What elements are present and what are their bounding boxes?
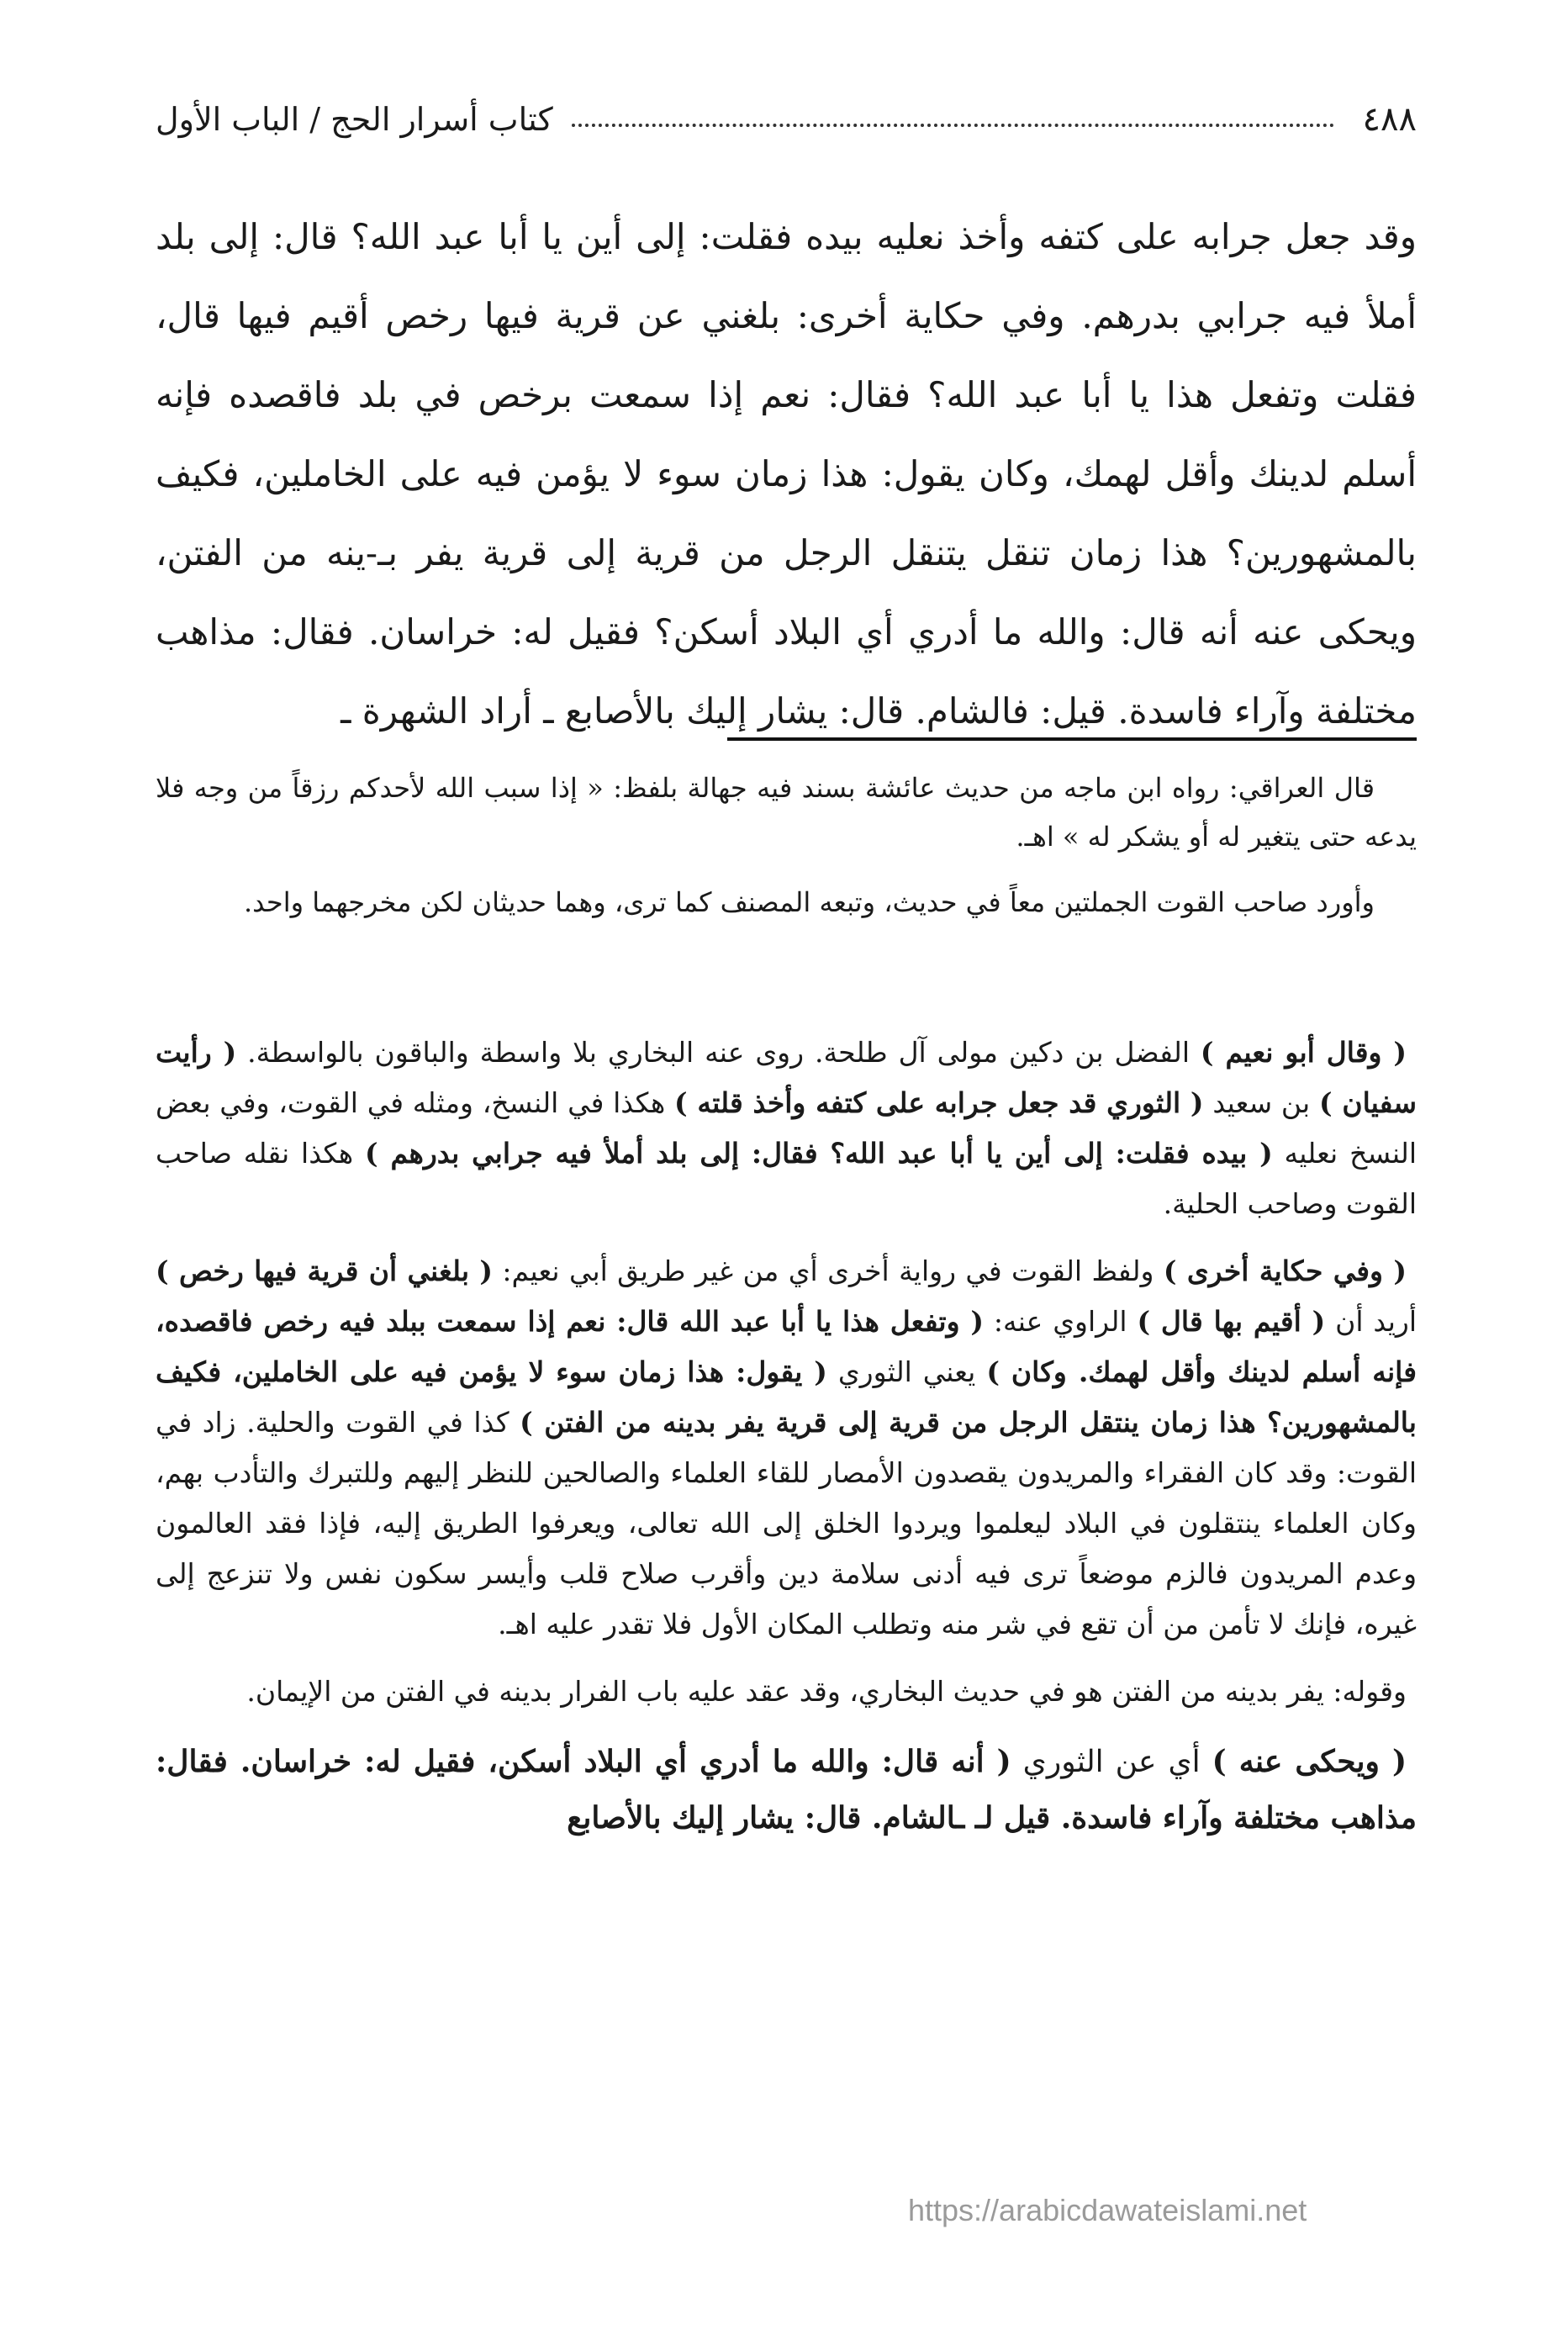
commentary-text: الفضل بن دكين مولى آل طلحة. روى عنه البخاري بلا واسطة والباقون بالواسطة. [236,1036,1201,1069]
commentary-text: الراوي عنه: [984,1305,1138,1338]
quoted-text: ( بلغني أن قرية فيها رخص ) [156,1255,494,1287]
quoted-text: ( أقيم بها قال ) [1137,1305,1326,1338]
commentary-text: يعني الثوري [826,1355,987,1388]
quoted-text: ( رأيت سفيان ) [156,1036,1417,1119]
commentary-text: أي عن الثوري [1011,1745,1212,1779]
quoted-text: ( وفي حكاية أخرى ) [1163,1255,1407,1287]
commentary [156,1028,1417,1863]
watermark-url: https://arabicdawateislami.net [908,2193,1307,2227]
quoted-text: ( أنه قال: والله ما أدري أي البلاد أسكن، فقيل له: خراسان. فقال: مذاهب مختلفة وآراء فاسدة. قيل لـ ـالشام. قال: يشار إليك بالأصابع [156,1744,1417,1836]
quoted-text: ( ويحكى عنه ) [1212,1744,1407,1779]
commentary-text: كذا في القوت والحلية. زاد في القوت: وقد كان الفقراء والمريدون يقصدون الأمصار للقاء العلماء والصالحين للنظر إليهم وللتبرك والتأدب بهم، وكان العلماء ينتقلون في البلاد ليعلموا ويردوا الخلق إلى الله تعالى، ويعرفوا الطريق إليه، فإذا فقد العالمون وعدم المريدون فالزم موضعاً ترى فيه أدنى سلامة دين وأقرب صلاح قلب وأيسر سكون نفس ولا تنزعج إلى غيره، فإنك لا تأمن من أن تقع في شر منه وتطلب المكان الأول فلا تقدر عليه اهـ. [156,1406,1417,1640]
commentary-text: أريد أن [1325,1305,1418,1338]
commentary-text: هكذا نقله صاحب القوت وصاحب الحلية. [156,1137,1417,1220]
footnote-separator [727,737,1417,741]
commentary-text: هكذا في النسخ، ومثله في القوت، وفي بعض النسخ نعليه [156,1086,1418,1170]
footnote-2: وأورد صاحب القوت الجملتين معاً في حديث، وتبعه المصنف كما ترى، وهما حديثان لكن مخرجهما واحد. [243,886,1375,918]
quoted-text: ( يقول: هذا زمان سوء لا يؤمن فيه على الخاملين، فكيف بالمشهورين؟ هذا زمان ينتقل الرجل من قرية إلى قرية يفر بدينه من الفتن ) [156,1355,1417,1439]
quoted-text: ( بيده فقلت: إلى أين يا أبا عبد الله؟ فقال: إلى بلد أملأ فيه جرابي بدرهم ) [365,1137,1273,1170]
page-number: ٤٨٨ [1362,100,1417,139]
commentary-text: بن سعيد [1203,1086,1320,1119]
quoted-text: ( الثوري قد جعل جرابه على كتفه وأخذ قلته ) [674,1086,1204,1119]
commentary-text: ولفظ القوت في رواية أخرى أي من غير طريق أبي نعيم: [493,1255,1164,1287]
footnote-1: قال العراقي: رواه ابن ماجه من حديث عائشة بسند فيه جهالة بلفظ: « إذا سبب الله لأحدكم رزقاً من وجه فلا يدعه حتى يتغير له أو يشكر له » اهـ. [156,772,1417,853]
quoted-text: ( وقال أبو نعيم ) [1200,1036,1407,1069]
footnotes [156,763,1417,943]
header-leader-dots [572,124,1334,127]
commentary-paragraph-1 [156,1028,1417,1229]
commentary-paragraph-4 [156,1734,1417,1846]
commentary-paragraph-3: وقوله: يفر بدينه من الفتن هو في حديث البخاري، وقد عقد عليه باب الفرار بدينه في الفتن من الإيمان. [246,1675,1407,1708]
page-header [156,94,1417,145]
main-text: وقد جعل جرابه على كتفه وأخذ نعليه بيده فقلت: إلى أين يا أبا عبد الله؟ قال: إلى بلد أملأ فيه جرابي بدرهم. وفي حكاية أخرى: بلغني عن قرية فيها رخص أقيم فيها قال، فقلت وتفعل هذا يا أبا عبد الله؟ فقال: نعم إذا سمعت برخص في بلد فاقصده فإنه أسلم لدينك وأقل لهمك، وكان يقول: هذا زمان سوء لا يؤمن فيه على الخاملين، فكيف بالمشهورين؟ هذا زمان تنقل يتنقل الرجل من قرية إلى قرية يفر بـ-ينه من الفتن، ويحكى عنه أنه قال: والله ما أدري أي البلاد أسكن؟ فقيل له: خراسان. فقال: مذاهب مختلفة وآراء فاسدة. قيل: فالشام. قال: يشار إليك بالأصابع ـ أراد الشهرة ـ [156,216,1417,732]
commentary-paragraph-2 [156,1246,1417,1650]
quoted-text: ( وتفعل هذا يا أبا عبد الله قال: نعم إذا سمعت ببلد فيه رخص فاقصده، فإنه أسلم لدينك وأقل لهمك. وكان ) [156,1305,1417,1388]
running-title: كتاب أسرار الحج / الباب الأول [156,101,553,138]
